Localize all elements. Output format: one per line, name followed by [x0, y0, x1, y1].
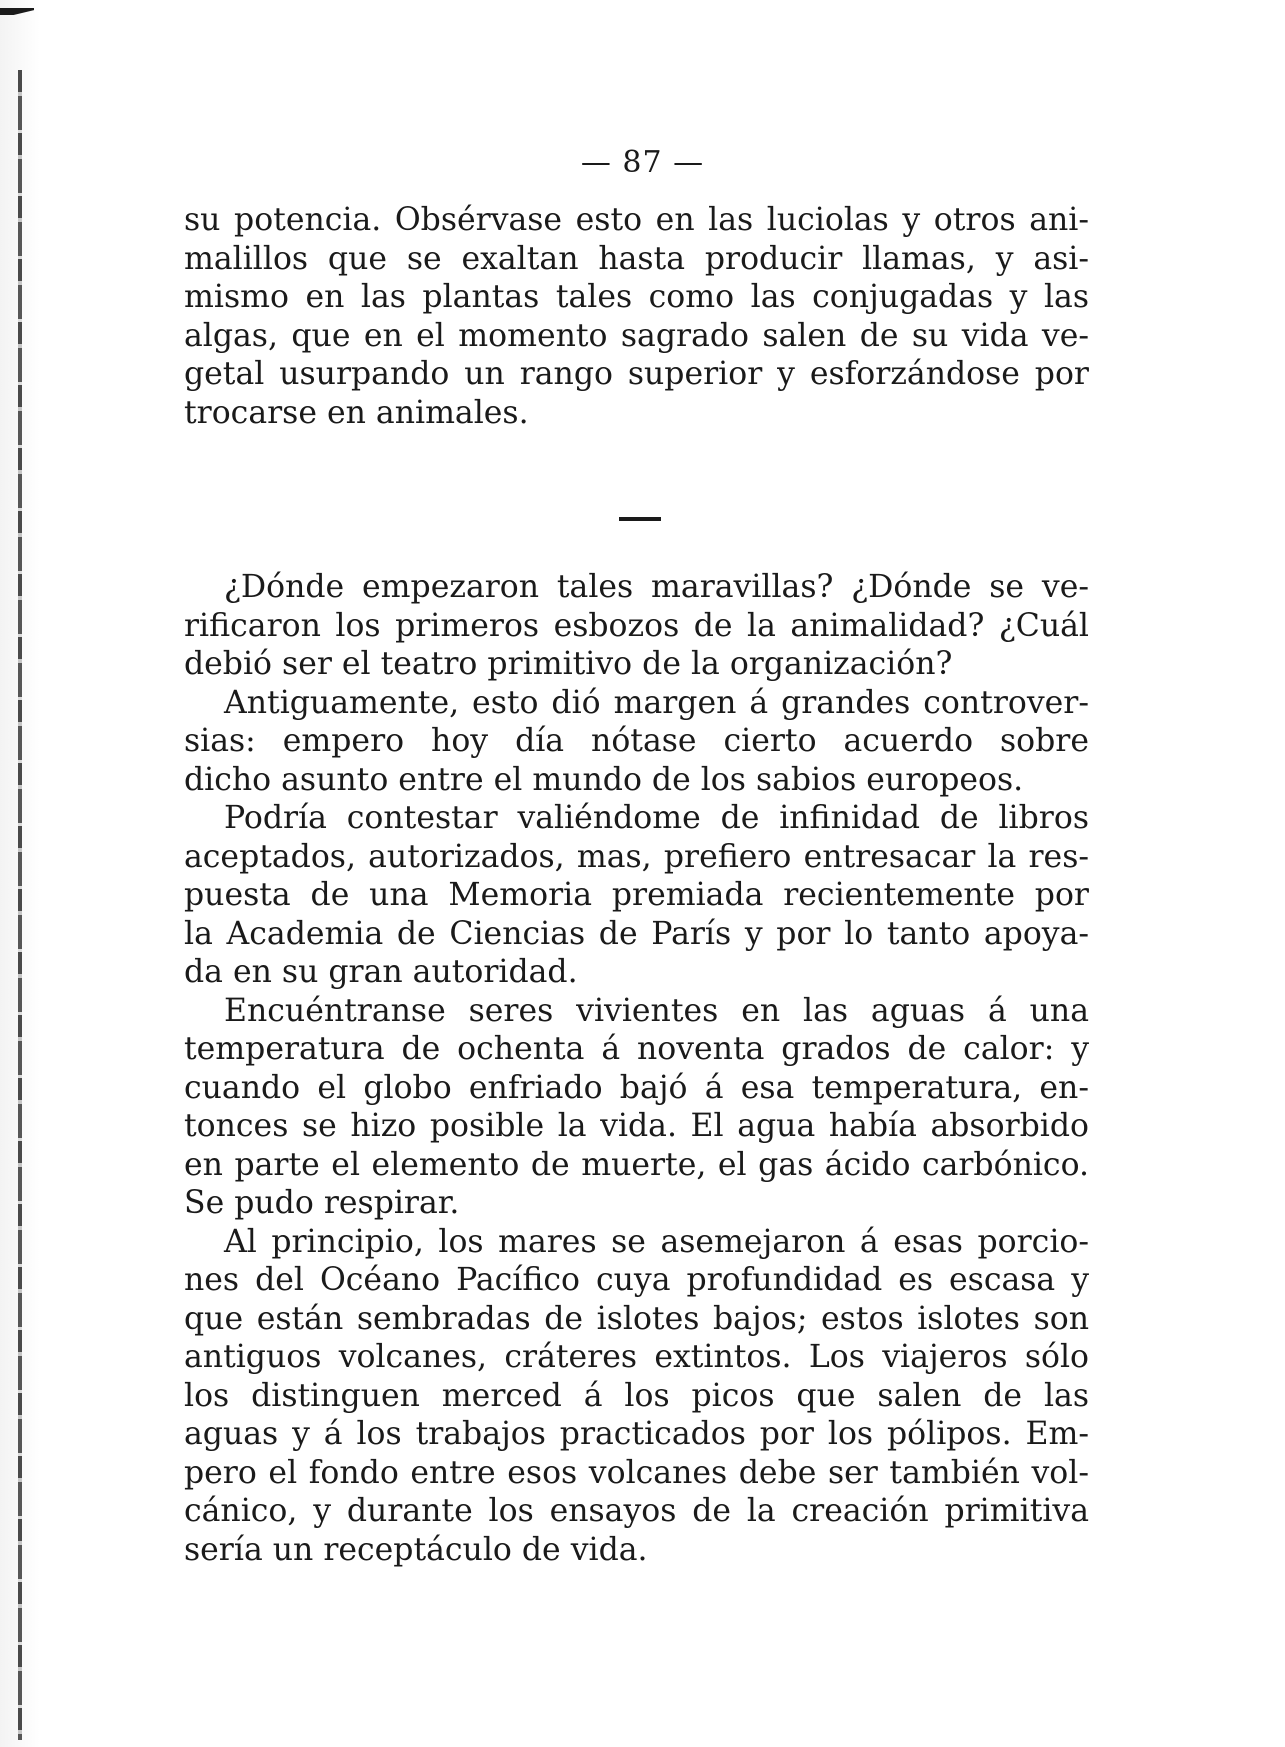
- text-line: puesta de una Memoria premiada recientemente por: [184, 877, 1089, 913]
- text-line: los distinguen merced á los picos que salen de las: [184, 1377, 1089, 1414]
- text-line: pero el fondo entre esos volcanes debe ser también vol-: [184, 1454, 1089, 1491]
- paragraph-block-2: [184, 568, 1089, 1569]
- text-line: rificaron los primeros esbozos de la animalidad? ¿Cuál: [184, 607, 1089, 644]
- page-binding-line: [18, 70, 22, 1740]
- text-line: malillos que se exaltan hasta producir llamas, y asi-: [184, 240, 1089, 277]
- text-line: da en su gran autoridad.: [184, 954, 578, 990]
- text-line: aceptados, autorizados, mas, prefiero entresacar la res-: [184, 838, 1089, 875]
- text-line: temperatura de ochenta á noventa grados de calor: y: [184, 1031, 1089, 1067]
- text-line: trocarse en animales.: [184, 394, 529, 431]
- text-line: la Academia de Ciencias de París y por lo tanto apoya-: [184, 915, 1089, 952]
- text-line: Al principio, los mares se asemejaron á esas porcio-: [224, 1223, 1089, 1260]
- text-line: algas, que en el momento sagrado salen de su vida ve-: [184, 317, 1089, 354]
- text-line: Encuéntranse seres vivientes en las aguas á una: [224, 992, 1089, 1029]
- text-line: tonces se hizo posible la vida. El agua había absorbido: [184, 1108, 1089, 1144]
- paragraph-block-1: [184, 201, 1089, 432]
- text-line: dicho asunto entre el mundo de los sabios europeos.: [184, 761, 1024, 798]
- text-line: Podría contestar valiéndome de infinidad de libros: [224, 800, 1089, 836]
- section-divider: [619, 517, 661, 521]
- text-line: ¿Dónde empezaron tales maravillas? ¿Dónde se ve-: [224, 569, 1089, 605]
- text-line: debió ser el teatro primitivo de la organización?: [184, 646, 953, 682]
- text-line: aguas y á los trabajos practicados por los pólipos. Em-: [184, 1416, 1089, 1452]
- text-line: su potencia. Obsérvase esto en las luciolas y otros ani-: [184, 202, 1089, 238]
- text-line: sias: empero hoy día nótase cierto acuerdo sobre: [184, 723, 1089, 759]
- text-line: getal usurpando un rango superior y esforzándose por: [184, 356, 1089, 392]
- text-line: antiguos volcanes, cráteres extintos. Los viajeros sólo: [184, 1339, 1089, 1375]
- text-line: cánico, y durante los ensayos de la creación primitiva: [184, 1493, 1089, 1529]
- text-line: Se pudo respirar.: [184, 1185, 460, 1221]
- page-number: — 87 —: [580, 145, 705, 180]
- text-line: cuando el globo enfriado bajó á esa temperatura, en-: [184, 1069, 1089, 1106]
- text-line: que están sembradas de islotes bajos; estos islotes son: [184, 1300, 1089, 1337]
- text-line: nes del Océano Pacífico cuya profundidad es escasa y: [184, 1262, 1089, 1298]
- text-line: mismo en las plantas tales como las conjugadas y las: [184, 279, 1089, 315]
- text-line: sería un receptáculo de vida.: [184, 1531, 648, 1568]
- text-line: en parte el elemento de muerte, el gas ácido carbónico.: [184, 1146, 1089, 1183]
- text-line: Antiguamente, esto dió margen á grandes controver-: [224, 684, 1089, 721]
